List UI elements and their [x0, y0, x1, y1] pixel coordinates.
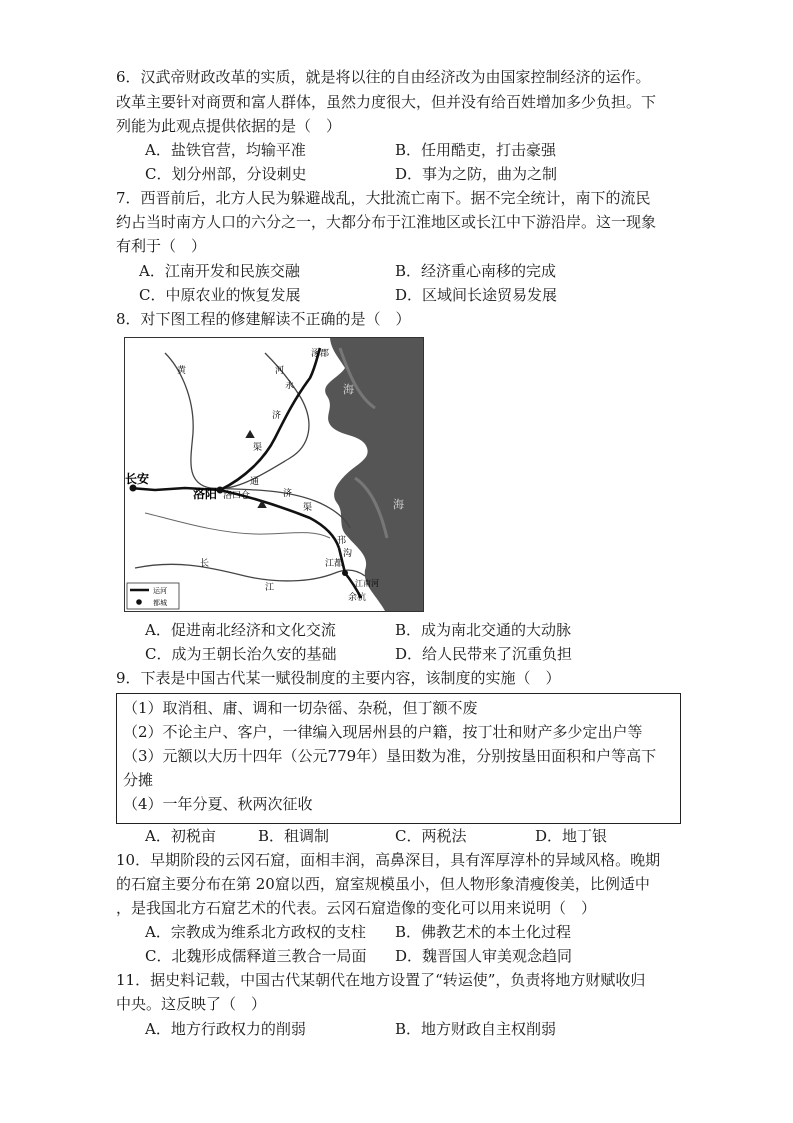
- q10-option-b[interactable]: B．佛教艺术的本土化过程: [395, 923, 572, 941]
- q6-stem-line-1: 6．汉武帝财政改革的实质，就是将以往的自由经济改为由国家控制经济的运作。: [116, 68, 651, 86]
- label-canal-yong: 永: [285, 381, 295, 391]
- label-jiangdu: 江都: [325, 559, 344, 569]
- q9-stem: 9．下表是中国古代某一赋役制度的主要内容，该制度的实施（ ）: [116, 669, 561, 687]
- q11-stem-line-1: 11．据史料记载，中国古代某朝代在地方设置了“转运使”，负责将地方财赋收归: [116, 971, 646, 989]
- label-canal-tong: 通: [250, 477, 260, 487]
- legend-canal-label: 运河: [153, 587, 167, 595]
- yellow-river-upper: [165, 353, 309, 489]
- q7-option-c[interactable]: C．中原农业的恢复发展: [139, 286, 301, 304]
- q9-table-line-3: （3）元额以大历十四年（公元779年）垦田数为准，分别按垦田面积和户等高下: [123, 747, 657, 765]
- label-river-chang: 长: [200, 559, 210, 569]
- q9-table-line-5: （4）一年分夏、秋两次征收: [123, 795, 313, 813]
- q10-stem-line-3: ，是我国北方石窟艺术的代表。云冈石窟造像的变化可以用来说明（ ）: [116, 899, 597, 917]
- q9-option-b[interactable]: B．租调制: [258, 827, 330, 845]
- q9-option-a[interactable]: A．初税亩: [145, 827, 216, 845]
- q9-option-c[interactable]: C．两税法: [395, 827, 467, 845]
- yongji-canal: [220, 348, 320, 490]
- q6-option-c[interactable]: C．划分州部，分设刺史: [145, 165, 307, 183]
- q7-option-d[interactable]: D．区域间长途贸易发展: [395, 286, 558, 304]
- label-canal-han: 邗: [337, 536, 347, 546]
- label-changan: 长安: [125, 472, 150, 486]
- label-sea: 海: [393, 498, 404, 511]
- sea-area: [325, 338, 423, 611]
- label-sea-2: 海: [343, 383, 354, 396]
- q9-option-d[interactable]: D．地丁银: [535, 827, 608, 845]
- q8-stem: 8．对下图工程的修建解读不正确的是（ ）: [116, 310, 411, 328]
- q7-stem-line-2: 约占当时南方人口的六分之一，大都分布于江淮地区或长江中下游沿岸。这一现象: [116, 213, 657, 231]
- q11-stem-line-2: 中央。这反映了（ ）: [116, 995, 267, 1013]
- mountain-icon: ⛰: [245, 427, 256, 441]
- q9-table-line-2: （2）不论主户、客户，一律编入现居州县的户籍，按丁壮和财产多少定出户等: [123, 723, 643, 741]
- label-river-he: 河: [275, 366, 285, 376]
- q8-option-b[interactable]: B．成为南北交通的大动脉: [395, 621, 572, 639]
- label-luoyang: 洛阳: [193, 487, 218, 501]
- label-canal-jiangnan: 江南河: [355, 579, 379, 588]
- q8-option-c[interactable]: C．成为王朝长治久安的基础: [145, 645, 337, 663]
- label-river-huang: 黄: [177, 366, 187, 376]
- huai-river: [145, 513, 330, 538]
- mountain-icon: ⛰: [257, 497, 268, 511]
- legend-city-swatch: [136, 599, 142, 605]
- q8-option-a[interactable]: A．促进南北经济和文化交流: [145, 621, 336, 639]
- label-kouhe: 洛口仓: [223, 491, 251, 501]
- q11-option-a[interactable]: A．地方行政权力的削弱: [145, 1020, 306, 1038]
- q6-option-d[interactable]: D．事为之防，曲为之制: [395, 165, 558, 183]
- q10-option-d[interactable]: D．魏晋国人审美观念趋同: [395, 947, 573, 965]
- label-yuhang: 余杭: [348, 593, 367, 603]
- q6-option-b[interactable]: B．任用酷吏，打击豪强: [395, 141, 557, 159]
- q10-option-a[interactable]: A．宗教成为维系北方政权的支柱: [145, 923, 366, 941]
- label-canal-gou: 沟: [343, 549, 353, 559]
- legend-city-label: 都城: [153, 599, 167, 607]
- q10-stem-line-1: 10．早期阶段的云冈石窟，面相丰润，高鼻深目，具有浑厚淳朴的异域风格。晚期: [116, 851, 661, 869]
- q6-stem-line-2: 改革主要针对商贾和富人群体，虽然力度很大，但并没有给百姓增加多少负担。下: [116, 93, 657, 111]
- q8-option-d[interactable]: D．给人民带来了沉重负担: [395, 645, 573, 663]
- q10-stem-line-2: 的石窟主要分布在第 20窟以西，窟室规模虽小，但人物形象清瘦俊美，比例适中: [116, 875, 650, 893]
- q7-stem-line-1: 7．西晋前后，北方人民为躲避战乱，大批流亡南下。据不完全统计，南下的流民: [116, 189, 651, 207]
- q6-option-a[interactable]: A．盐铁官营，均输平准: [145, 141, 306, 159]
- label-canal-jiq: 济: [283, 489, 293, 499]
- jiangdu-marker: [342, 570, 348, 576]
- label-canal-qu2: 渠: [303, 503, 313, 513]
- grand-canal-map: [124, 337, 424, 612]
- q7-option-a[interactable]: A．江南开发和民族交融: [139, 262, 300, 280]
- q9-table-line-1: （1）取消租、庸、调和一切杂徭、杂税，但丁额不废: [123, 699, 478, 717]
- q9-content-table: [116, 693, 681, 824]
- label-zhuojun: 涿郡: [311, 349, 330, 359]
- label-river-jiang: 江: [265, 583, 275, 593]
- q11-option-b[interactable]: B．地方财政自主权削弱: [395, 1020, 557, 1038]
- q10-option-c[interactable]: C．北魏形成儒释道三教合一局面: [145, 947, 367, 965]
- q9-table-line-4: 分摊: [123, 771, 154, 789]
- q7-option-b[interactable]: B．经济重心南移的完成: [395, 262, 557, 280]
- grand-canal-map-svg: [125, 338, 423, 611]
- label-canal-ji: 济: [272, 411, 282, 421]
- q6-stem-line-3: 列能为此观点提供依据的是（ ）: [116, 117, 342, 135]
- label-canal-qu: 渠: [253, 443, 263, 453]
- q7-stem-line-3: 有利于（ ）: [116, 237, 207, 255]
